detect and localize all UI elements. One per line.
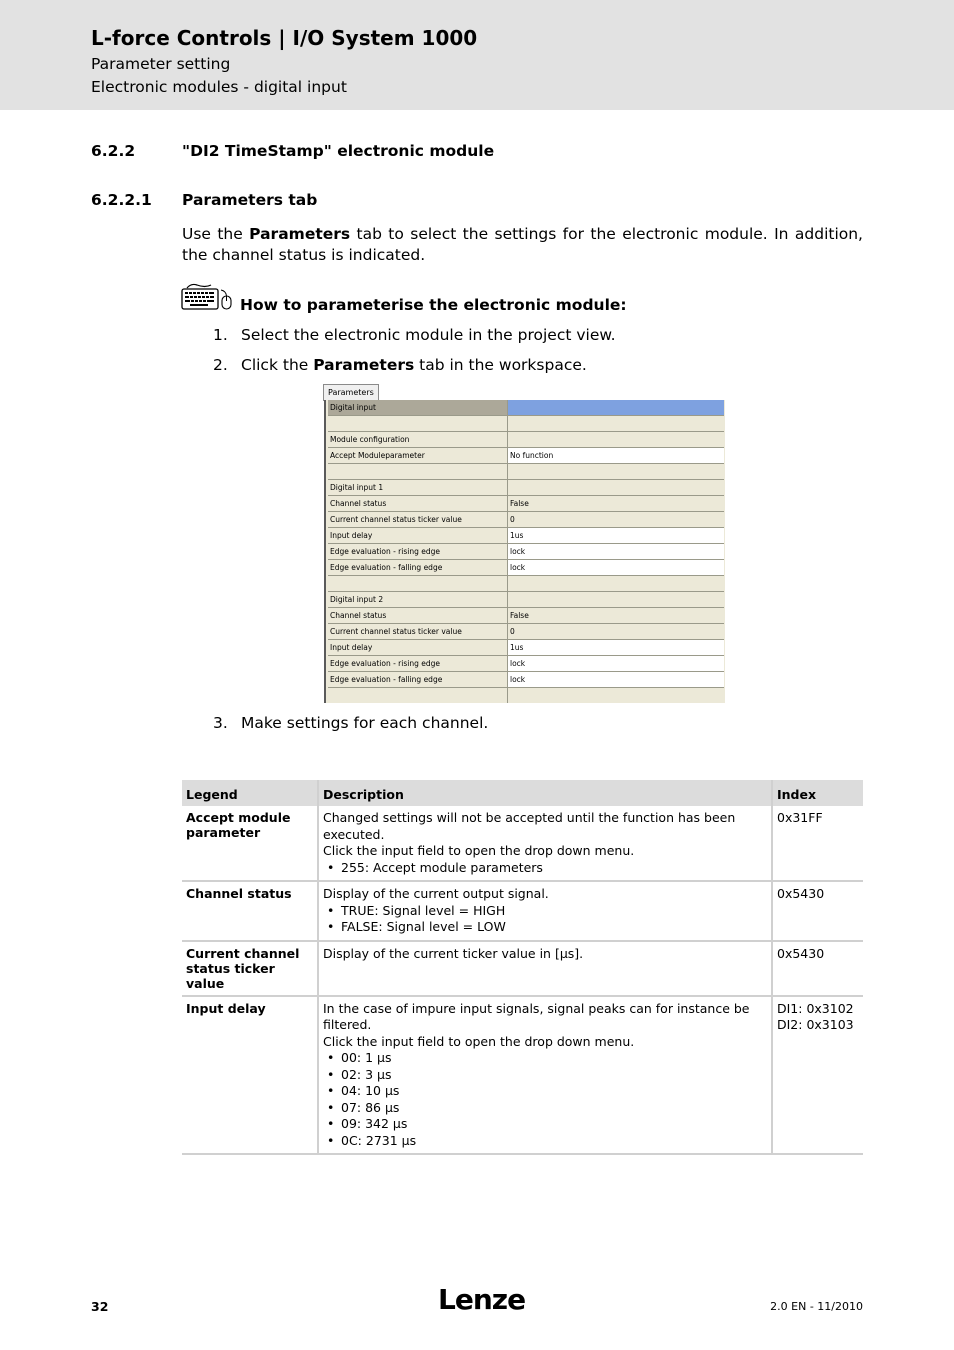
intro-paragraph xyxy=(182,224,863,266)
grid-value: 0 xyxy=(510,515,515,524)
bullet-list xyxy=(323,903,767,936)
grid-label: Channel status xyxy=(328,608,508,623)
bullet-item: • 07: 86 µs xyxy=(323,1100,767,1117)
grid-value xyxy=(508,432,724,447)
grid-label xyxy=(328,688,508,703)
grid-label: Digital input 1 xyxy=(328,480,508,495)
bullet-list xyxy=(323,1050,767,1149)
bullet-item: • 0C: 2731 µs xyxy=(323,1133,767,1150)
table-row xyxy=(182,881,863,941)
table-header-row xyxy=(182,780,863,806)
grid-label: Input delay xyxy=(328,640,508,655)
step-number: 3. xyxy=(213,714,228,732)
tab-bar xyxy=(323,384,723,401)
bullet-item: • 00: 1 µs xyxy=(323,1050,767,1067)
grid-row-rising-edge-1[interactable] xyxy=(328,544,724,560)
grid-label: Input delay xyxy=(328,528,508,543)
legend-table xyxy=(182,780,863,1155)
subsection-number: 6.2.2.1 xyxy=(91,191,152,209)
legend-cell: Input delay xyxy=(182,996,318,1155)
accept-moduleparameter-field[interactable]: No function xyxy=(508,448,724,463)
step-3 xyxy=(213,714,488,732)
tab-parameters[interactable]: Parameters xyxy=(323,384,379,400)
howto-heading: How to parameterise the electronic module: xyxy=(240,296,627,314)
input-delay-2-field[interactable]: 1us xyxy=(508,640,724,655)
bullet-item: • FALSE: Signal level = LOW xyxy=(323,919,767,936)
grid-row-rising-edge-2[interactable] xyxy=(328,656,724,672)
grid-row-input-delay-1[interactable] xyxy=(328,528,724,544)
index-value: DI1: 0x3102 xyxy=(777,1000,854,1016)
falling-edge-2-field[interactable]: lock xyxy=(508,672,724,687)
grid-row-input-delay-2[interactable] xyxy=(328,640,724,656)
page-header xyxy=(0,0,954,110)
grid-row-digital-input-2 xyxy=(328,592,724,608)
grid-row-falling-edge-2[interactable] xyxy=(328,672,724,688)
grid-label: Edge evaluation - falling edge xyxy=(328,560,508,575)
grid-row-accept-moduleparameter[interactable] xyxy=(328,448,724,464)
step-number: 2. xyxy=(213,356,228,374)
bullet-item: • TRUE: Signal level = HIGH xyxy=(323,903,767,920)
description-cell xyxy=(318,996,772,1155)
grid-row-digital-input[interactable] xyxy=(328,400,724,416)
index-cell xyxy=(772,941,863,996)
input-delay-1-field[interactable]: 1us xyxy=(508,528,724,543)
header-section: Electronic modules - digital input xyxy=(91,78,347,96)
step-text-end: tab in the workspace. xyxy=(414,356,587,374)
grid-label: Digital input 2 xyxy=(328,592,508,607)
grid-row-empty xyxy=(328,688,724,703)
description-line: Changed settings will not be accepted until the function has been executed. xyxy=(323,810,736,842)
step-text: Make settings for each channel. xyxy=(241,714,489,732)
grid-value xyxy=(508,480,724,495)
intro-text-start: Use the xyxy=(182,225,250,243)
grid-row-module-configuration xyxy=(328,432,724,448)
step-text: Select the electronic module in the project view. xyxy=(241,326,616,344)
description-line: Click the input field to open the drop down menu. xyxy=(323,1033,635,1049)
step-1 xyxy=(213,326,616,344)
bullet-list xyxy=(323,860,767,877)
rising-edge-2-field[interactable]: lock xyxy=(508,656,724,671)
grid-row-digital-input-1 xyxy=(328,480,724,496)
parameters-screenshot xyxy=(323,384,723,703)
grid-label: Module configuration xyxy=(328,432,508,447)
grid-row-falling-edge-1[interactable] xyxy=(328,560,724,576)
step-bold: Parameters xyxy=(313,356,415,374)
grid-value xyxy=(508,416,724,431)
description-line: Display of the current ticker value in [µs]. xyxy=(323,945,584,961)
falling-edge-1-field[interactable]: lock xyxy=(508,560,724,575)
grid-label: Digital input xyxy=(328,400,508,415)
grid-label: Current channel status ticker value xyxy=(328,512,508,527)
bullet-item: • 09: 342 µs xyxy=(323,1116,767,1133)
grid-value xyxy=(508,400,724,415)
description-line: Click the input field to open the drop down menu. xyxy=(323,843,635,858)
grid-row-channel-status-1 xyxy=(328,496,724,512)
section-title: "DI2 TimeStamp" electronic module xyxy=(182,142,495,160)
grid-label: Current channel status ticker value xyxy=(328,624,508,639)
index-value: DI2: 0x3103 xyxy=(777,1017,854,1032)
intro-text-end: tab to select the settings for the electronic module. In addition, the channel status is indicated. xyxy=(182,225,863,264)
index-cell xyxy=(772,881,863,941)
grid-row-channel-status-2 xyxy=(328,608,724,624)
index-cell xyxy=(772,806,863,881)
description-cell xyxy=(318,881,772,941)
grid-label: Edge evaluation - rising edge xyxy=(328,656,508,671)
lenze-logo: Lenze xyxy=(438,1283,526,1316)
description-cell xyxy=(318,806,772,881)
table-row xyxy=(182,806,863,881)
grid-row-ticker-value-2 xyxy=(328,624,724,640)
intro-bold: Parameters xyxy=(249,225,351,243)
index-value: 0x5430 xyxy=(777,886,825,901)
grid-value: False xyxy=(510,611,529,620)
section-number: 6.2.2 xyxy=(91,142,136,160)
bullet-item: • 04: 10 µs xyxy=(323,1083,767,1100)
grid-label: Edge evaluation - rising edge xyxy=(328,544,508,559)
grid-label xyxy=(328,576,508,591)
grid-label: Accept Moduleparameter xyxy=(328,448,508,463)
grid-value xyxy=(508,576,724,591)
description-line: Display of the current output signal. xyxy=(323,886,549,901)
legend-cell: Channel status xyxy=(182,881,318,941)
parameter-grid xyxy=(324,400,725,703)
column-header-legend: Legend xyxy=(182,780,318,806)
document-title: L-force Controls | I/O System 1000 xyxy=(91,26,478,50)
grid-value xyxy=(508,592,724,607)
grid-label: Channel status xyxy=(328,496,508,511)
table-row xyxy=(182,996,863,1155)
legend-cell: Accept module parameter xyxy=(182,806,318,881)
table-row xyxy=(182,941,863,996)
description-line: In the case of impure input signals, signal peaks can for instance be filtered. xyxy=(323,1000,750,1032)
keyboard-mouse-icon xyxy=(181,282,233,312)
description-cell xyxy=(318,941,772,996)
step-text-start: Click the xyxy=(241,356,314,374)
bullet-item: • 255: Accept module parameters xyxy=(323,860,767,877)
grid-row-empty xyxy=(328,416,724,432)
column-header-index: Index xyxy=(772,780,863,806)
index-cell xyxy=(772,996,863,1155)
subsection-title: Parameters tab xyxy=(182,191,318,209)
grid-value xyxy=(508,688,724,703)
step-2 xyxy=(213,356,587,374)
grid-row-empty xyxy=(328,576,724,592)
grid-label: Edge evaluation - falling edge xyxy=(328,672,508,687)
index-value: 0x31FF xyxy=(777,810,823,825)
grid-value xyxy=(508,464,724,479)
page-number: 32 xyxy=(91,1299,109,1314)
grid-row-empty xyxy=(328,464,724,480)
step-number: 1. xyxy=(213,326,228,344)
grid-row-ticker-value-1 xyxy=(328,512,724,528)
index-value: 0x5430 xyxy=(777,945,825,961)
legend-cell: Current channel status ticker value xyxy=(182,941,318,996)
document-version: 2.0 EN - 11/2010 xyxy=(770,1300,863,1313)
grid-value: False xyxy=(510,499,529,508)
rising-edge-1-field[interactable]: lock xyxy=(508,544,724,559)
bullet-item: • 02: 3 µs xyxy=(323,1067,767,1084)
grid-value: 0 xyxy=(510,627,515,636)
grid-label xyxy=(328,416,508,431)
header-chapter: Parameter setting xyxy=(91,55,231,73)
grid-label xyxy=(328,464,508,479)
column-header-description: Description xyxy=(318,780,772,806)
